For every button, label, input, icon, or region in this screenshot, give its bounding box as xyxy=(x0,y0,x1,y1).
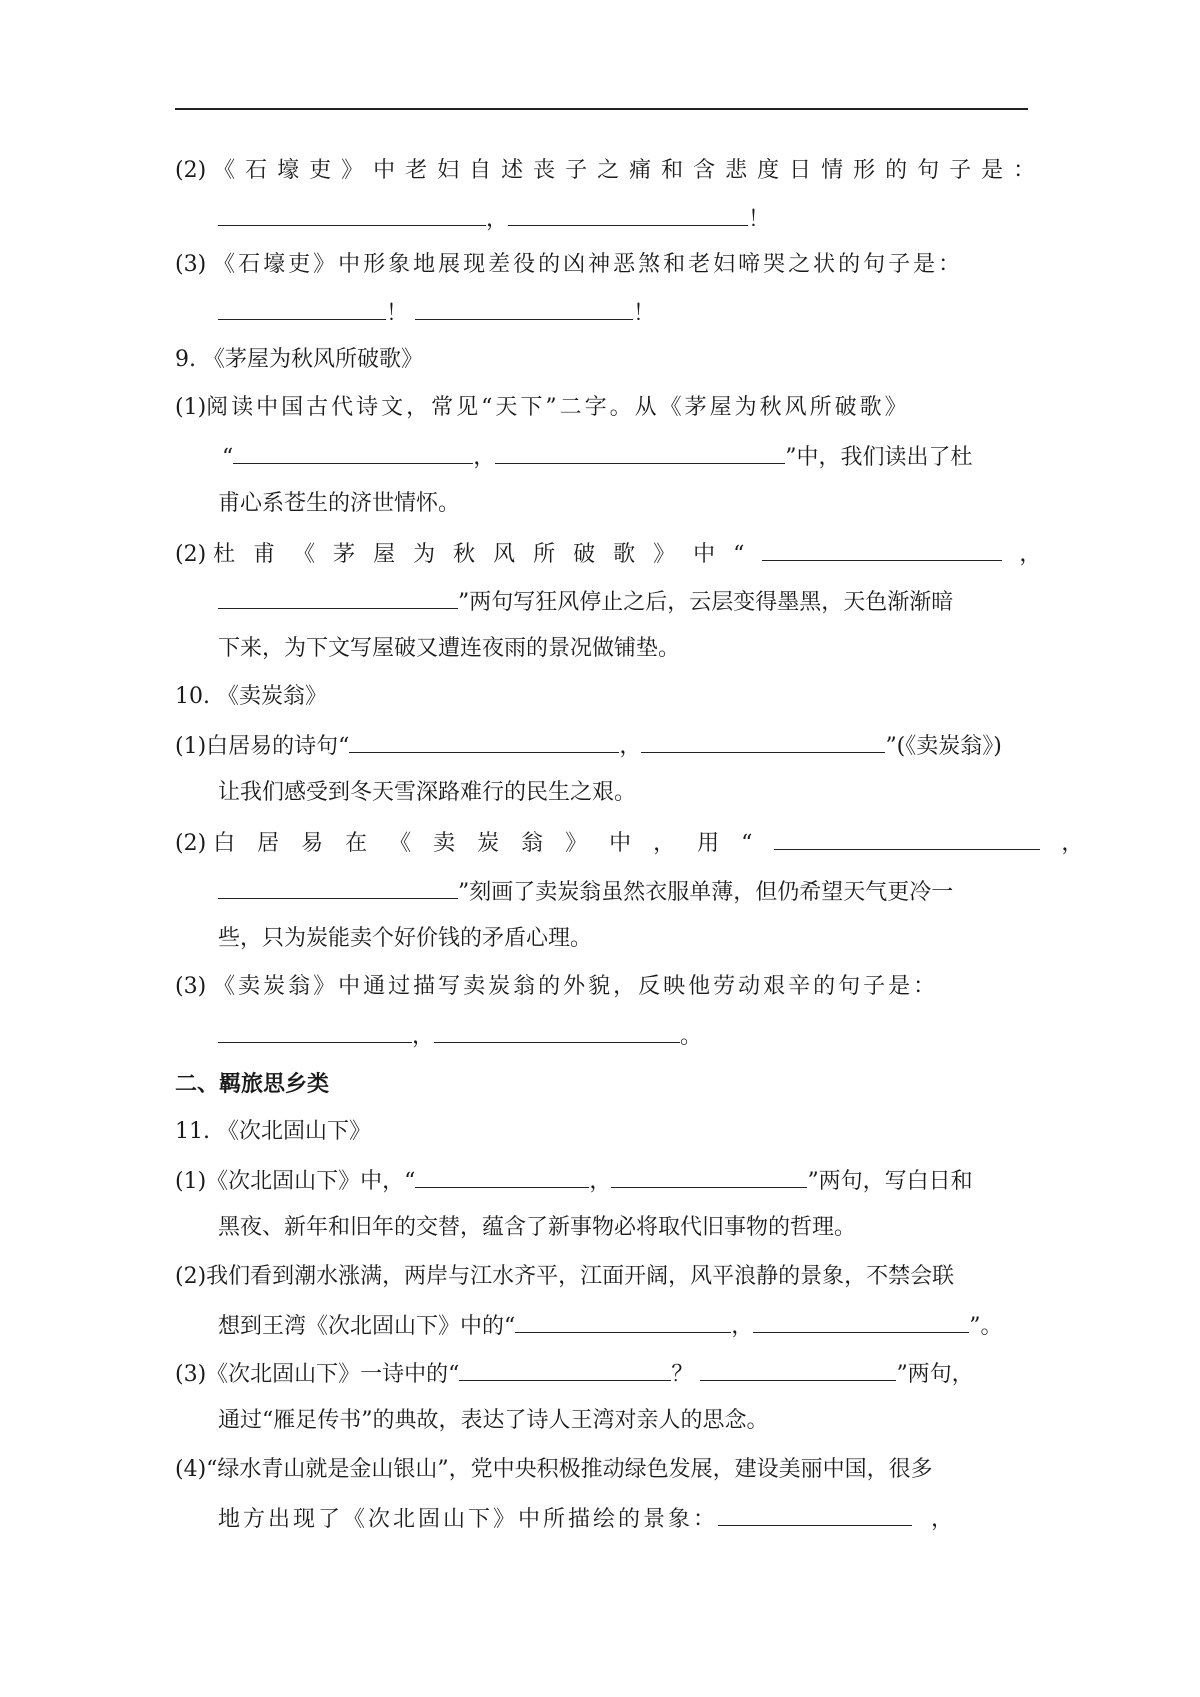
q9-p1-label: (1) xyxy=(175,395,207,420)
q10-p1-label: (1) xyxy=(175,734,207,759)
q11-p2-answer-line xyxy=(218,1310,1003,1342)
q9-p1-line xyxy=(175,393,910,423)
q11-p3-tail: ”两句， xyxy=(896,1362,974,1387)
q8-p2-label: (2) xyxy=(175,158,207,183)
q11-p3-line xyxy=(175,1358,974,1390)
q11-p4-text: “绿水青山就是金山银山”，党中央积极推动绿色发展，建设美丽中国，很多 xyxy=(206,1457,933,1482)
q8-p3-label: (3) xyxy=(175,252,207,277)
q8-p3-text: 《石壕吏》中形象地展现差役的凶神恶煞和老妇啼哭之状的句子是： xyxy=(213,252,964,277)
q9-p1-line3: 甫心系苍生的济世情怀。 xyxy=(218,491,461,516)
q10-p3-answer-line xyxy=(218,1020,702,1052)
punctuation: ， xyxy=(412,1024,435,1049)
answer-blank[interactable] xyxy=(218,1020,412,1043)
q9-p2-answer-line xyxy=(218,586,953,618)
q9-p2-label: (2) xyxy=(175,542,207,567)
punctuation: ！ xyxy=(748,207,771,232)
punctuation: ， xyxy=(1019,542,1042,567)
punctuation: ， xyxy=(473,445,496,470)
q10-p2-answer-line xyxy=(218,876,953,908)
answer-blank[interactable] xyxy=(218,297,386,320)
punctuation: ， xyxy=(619,734,642,759)
answer-blank[interactable] xyxy=(218,586,458,609)
answer-blank[interactable] xyxy=(508,203,748,226)
q11-p2-lead: 想到王湾《次北固山下》中的“ xyxy=(218,1314,516,1339)
section-heading: 二、羁旅思乡类 xyxy=(175,1071,330,1097)
punctuation: ！ xyxy=(633,301,656,326)
q9-p2-text: 杜甫《茅屋为秋风所破歌》中“ xyxy=(213,542,763,567)
q10-p3-text: 《卖炭翁》中通过描写卖炭翁的外貌，反映他劳动艰辛的句子是： xyxy=(213,974,939,999)
q11-p4-answer-line xyxy=(218,1503,953,1535)
q11-p2-line xyxy=(175,1262,954,1292)
q11-p4-lead: 地方出现了《次北固山下》中所描绘的景象： xyxy=(218,1507,719,1532)
q11-p4-line xyxy=(175,1455,933,1485)
q10-p2-line xyxy=(175,827,1083,859)
q11-p1-label: (1) xyxy=(175,1169,207,1194)
q9-p2-line3: 下来，为下文写屋破又遭连夜雨的景况做铺垫。 xyxy=(218,636,681,661)
q10-p3-line xyxy=(175,972,938,1002)
q10-p2-text: 白居易在《卖炭翁》中，用“ xyxy=(213,831,775,856)
answer-blank[interactable] xyxy=(218,203,486,226)
q11-p1-line xyxy=(175,1165,973,1197)
answer-blank[interactable] xyxy=(753,1310,969,1333)
punctuation: ！ xyxy=(386,301,409,326)
q8-p2-line xyxy=(175,156,1045,186)
answer-blank[interactable] xyxy=(495,441,785,464)
punctuation: 。 xyxy=(680,1024,703,1049)
answer-blank[interactable] xyxy=(233,441,473,464)
punctuation: ， xyxy=(931,1507,954,1532)
q9-p1-text: 阅读中国古代诗文，常见“天下”二字。从《茅屋为秋风所破歌》 xyxy=(206,395,910,420)
q8-p3-answer-line xyxy=(218,297,655,329)
q10-p1-tail: ”(《卖炭翁》) xyxy=(885,734,1002,759)
q10-p1-text: 白居易的诗句“ xyxy=(206,734,350,759)
answer-blank[interactable] xyxy=(774,827,1040,850)
header-rule xyxy=(175,108,1028,110)
q10-p2-tail: ”刻画了卖炭翁虽然衣服单薄，但仍希望天气更冷一 xyxy=(458,880,954,905)
answer-blank[interactable] xyxy=(415,297,633,320)
punctuation: ， xyxy=(486,207,509,232)
q11-p2-label: (2) xyxy=(175,1264,207,1289)
q8-p2-answer-line xyxy=(218,203,770,235)
q8-p3-line xyxy=(175,250,963,280)
answer-blank[interactable] xyxy=(611,1165,807,1188)
q11-p3-label: (3) xyxy=(175,1362,207,1387)
punctuation: ， xyxy=(589,1169,612,1194)
punctuation: ？ xyxy=(671,1362,694,1387)
q10-p2-label: (2) xyxy=(175,831,207,856)
answer-blank[interactable] xyxy=(415,1165,589,1188)
answer-blank[interactable] xyxy=(515,1310,731,1333)
punctuation: ”。 xyxy=(969,1314,1003,1339)
answer-blank[interactable] xyxy=(718,1503,912,1526)
q8-p2-text: 《石壕吏》中老妇自述丧子之痛和含悲度日情形的句子是： xyxy=(213,158,1046,183)
answer-blank[interactable] xyxy=(349,730,619,753)
q9-p2-tail: ”两句写狂风停止之后，云层变得墨黑，天色渐渐暗 xyxy=(458,590,954,615)
q9-p1-tail: ”中，我们读出了杜 xyxy=(785,445,973,470)
q10-p1-line xyxy=(175,730,1002,762)
answer-blank[interactable] xyxy=(218,876,458,899)
punctuation: ， xyxy=(1061,831,1084,856)
punctuation: “ xyxy=(222,445,234,470)
q11-p3-text: 《次北固山下》一诗中的“ xyxy=(206,1362,460,1387)
punctuation: ， xyxy=(731,1314,754,1339)
q9-p2-line xyxy=(175,538,1041,570)
q11-p4-label: (4) xyxy=(175,1457,207,1482)
answer-blank[interactable] xyxy=(459,1358,671,1381)
q11-p1-tail: ”两句，写白日和 xyxy=(807,1169,973,1194)
answer-blank[interactable] xyxy=(700,1358,896,1381)
q10-p2-line3: 些，只为炭能卖个好价钱的矛盾心理。 xyxy=(218,926,593,951)
q9-p1-answer-line xyxy=(222,441,973,473)
q11-p1-line2: 黑夜、新年和旧年的交替，蕴含了新事物必将取代旧事物的哲理。 xyxy=(218,1215,857,1240)
q9-title: 9. 《茅屋为秋风所破歌》 xyxy=(175,347,423,372)
q10-title: 10. 《卖炭翁》 xyxy=(175,684,327,709)
q10-p1-line2: 让我们感受到冬天雪深路难行的民生之艰。 xyxy=(218,780,637,805)
q11-p2-text: 我们看到潮水涨满，两岸与江水齐平，江面开阔，风平浪静的景象，不禁会联 xyxy=(206,1264,955,1289)
q11-title: 11. 《次北固山下》 xyxy=(175,1119,371,1144)
q11-p3-line2: 通过“雁足传书”的典故，表达了诗人王湾对亲人的思念。 xyxy=(218,1408,769,1433)
q10-p3-label: (3) xyxy=(175,974,207,999)
answer-blank[interactable] xyxy=(762,538,1002,561)
answer-blank[interactable] xyxy=(434,1020,680,1043)
answer-blank[interactable] xyxy=(641,730,885,753)
q11-p1-text: 《次北固山下》中，“ xyxy=(206,1169,416,1194)
